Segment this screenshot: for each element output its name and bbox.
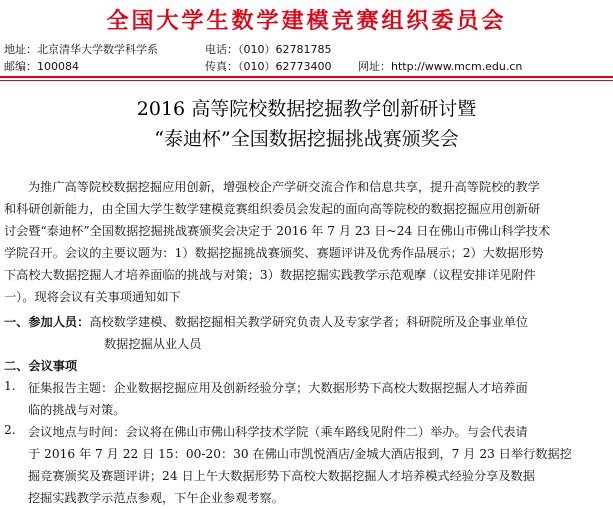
postcode-text: 邮编：100084 <box>4 60 79 73</box>
address-text: 地址：北京清华大学数学科学系 <box>4 43 158 56</box>
intro-line: 下高校大数据挖掘人才培养面临的挑战与对策；3）数据挖掘实践教学示范观摩（议程安排详见附件 <box>4 268 536 282</box>
header-divider-thick <box>0 76 613 78</box>
website-text: 网址：http://www.mcm.edu.cn <box>358 60 523 73</box>
item-line: 挖掘实践教学示范点参观，下午企业参观考察。 <box>28 491 284 505</box>
phone-text: 电话：（010）62781785 <box>205 43 332 56</box>
item-number: 2. <box>4 423 16 437</box>
section1-heading <box>4 313 528 330</box>
organization-title: 全国大学生数学建模竞赛组织委员会 <box>106 9 507 34</box>
section2-heading: 二、会议事项 <box>4 359 78 373</box>
section1-label: 一、参加人员： <box>4 315 90 329</box>
item-line: 掘竞赛颁奖及赛题评讲；24 日上午大数据形势下高校大数据挖掘人才培养模式经验分享及数据 <box>28 469 535 483</box>
section1-text: 高校数学建模、数据挖掘相关教学研究负责人及专家学者；科研院所及企事业单位 <box>89 315 529 329</box>
intro-line: 为推广高等院校数据挖掘应用创新，增强校企产学研交流合作和信息共享，提升高等院校的教学 <box>28 180 540 194</box>
document-title-line1: 2016 高等院校数据挖掘教学创新研讨暨 <box>136 98 477 120</box>
intro-line: 学院召开。会议的主要议题为：1）数据挖掘挑战赛颁奖、赛题评讲及优秀作品展示；2）大数据形势 <box>4 246 544 260</box>
fax-text: 传真：（010）62773400 <box>205 60 332 73</box>
intro-line: 讨会暨“泰迪杯”全国数据挖掘挑战赛颁奖会决定于 2016 年 7 月 23 日~24 日在佛山市佛山科学技术 <box>4 224 551 238</box>
intro-line: 一）。现将会议有关事项通知如下 <box>4 290 181 304</box>
section1-continuation: 数据挖掘从业人员 <box>104 337 202 351</box>
document-title-line2: “泰迪杯”全国数据挖掘挑战赛颁奖会 <box>154 128 459 150</box>
intro-line: 和科研创新能力，由全国大学生数学建模竞赛组织委员会发起的面向高等院校的数据挖掘应用创新研 <box>4 202 541 216</box>
item-line: 会议地点与时间：会议将在佛山市佛山科学技术学院（乘车路线见附件二）举办。与会代表请 <box>28 425 528 439</box>
item-line: 征集报告主题：企业数据挖掘应用及创新经验分享；大数据形势下高校大数据挖掘人才培养面 <box>28 381 528 395</box>
item-line: 临的挑战与对策。 <box>28 403 126 417</box>
header-divider-thin <box>0 80 613 81</box>
item-line: 于 2016 年 7 月 22 日 15：00-20：30 在佛山市凯悦酒店/金城大酒店报到，7 月 23 日举行数据挖 <box>28 447 572 461</box>
item-number: 1. <box>4 379 16 393</box>
